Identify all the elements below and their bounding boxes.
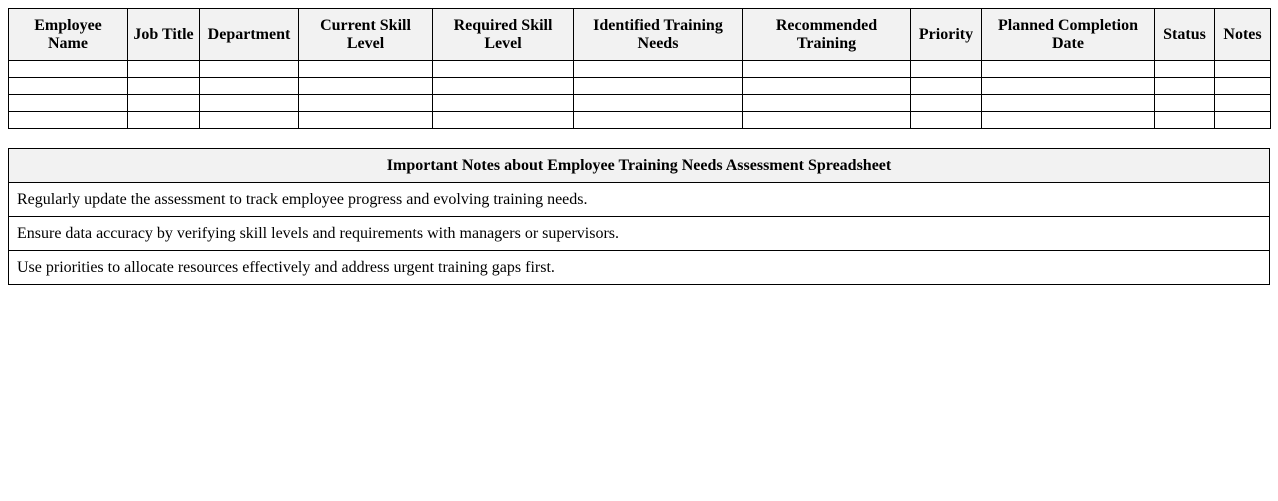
table-cell[interactable] [128,95,200,112]
table-cell[interactable] [433,61,574,78]
table-cell[interactable] [299,95,433,112]
table-cell[interactable] [433,112,574,129]
table-row [9,78,1271,95]
table-cell[interactable] [574,95,743,112]
table-cell[interactable] [574,112,743,129]
table-cell[interactable] [128,61,200,78]
table-cell[interactable] [200,95,299,112]
table-cell[interactable] [911,61,982,78]
table-cell[interactable] [200,112,299,129]
note-text: Ensure data accuracy by verifying skill levels and requirements with managers or supervisors. [9,217,1270,251]
table-cell[interactable] [743,112,911,129]
table-cell[interactable] [982,112,1155,129]
table-cell[interactable] [128,78,200,95]
table-cell[interactable] [982,95,1155,112]
column-header-notes: Notes [1215,9,1271,61]
table-cell[interactable] [9,95,128,112]
column-header-planned-completion-date: Planned Completion Date [982,9,1155,61]
table-cell[interactable] [982,61,1155,78]
table-row [9,95,1271,112]
table-cell[interactable] [911,112,982,129]
table-cell[interactable] [433,95,574,112]
table-cell[interactable] [128,112,200,129]
table-cell[interactable] [1215,78,1271,95]
note-text: Use priorities to allocate resources effectively and address urgent training gaps first. [9,251,1270,285]
training-assessment-table [8,8,1271,129]
table-cell[interactable] [200,61,299,78]
table-row [9,112,1271,129]
header-row [9,9,1271,61]
column-header-employee-name: Employee Name [9,9,128,61]
table-cell[interactable] [743,61,911,78]
table-cell[interactable] [1155,61,1215,78]
table-cell[interactable] [1155,112,1215,129]
table-cell[interactable] [299,61,433,78]
table-cell[interactable] [299,112,433,129]
note-row [9,251,1270,285]
column-header-required-skill-level: Required Skill Level [433,9,574,61]
table-cell[interactable] [433,78,574,95]
table-cell[interactable] [9,78,128,95]
table-cell[interactable] [1215,61,1271,78]
table-cell[interactable] [9,61,128,78]
table-cell[interactable] [1215,112,1271,129]
column-header-recommended-training: Recommended Training [743,9,911,61]
notes-title: Important Notes about Employee Training Needs Assessment Spreadsheet [9,149,1270,183]
note-row [9,217,1270,251]
table-cell[interactable] [911,95,982,112]
column-header-job-title: Job Title [128,9,200,61]
column-header-status: Status [1155,9,1215,61]
important-notes-table [8,148,1270,285]
table-cell[interactable] [743,95,911,112]
table-cell[interactable] [1155,78,1215,95]
table-cell[interactable] [1155,95,1215,112]
table-cell[interactable] [574,61,743,78]
note-row [9,183,1270,217]
column-header-priority: Priority [911,9,982,61]
column-header-current-skill-level: Current Skill Level [299,9,433,61]
table-cell[interactable] [982,78,1155,95]
table-cell[interactable] [299,78,433,95]
table-cell[interactable] [911,78,982,95]
column-header-department: Department [200,9,299,61]
table-row [9,61,1271,78]
column-header-identified-training-needs: Identified Training Needs [574,9,743,61]
table-cell[interactable] [1215,95,1271,112]
table-cell[interactable] [743,78,911,95]
table-cell[interactable] [574,78,743,95]
table-cell[interactable] [9,112,128,129]
table-cell[interactable] [200,78,299,95]
note-text: Regularly update the assessment to track employee progress and evolving training needs. [9,183,1270,217]
notes-header-row [9,149,1270,183]
